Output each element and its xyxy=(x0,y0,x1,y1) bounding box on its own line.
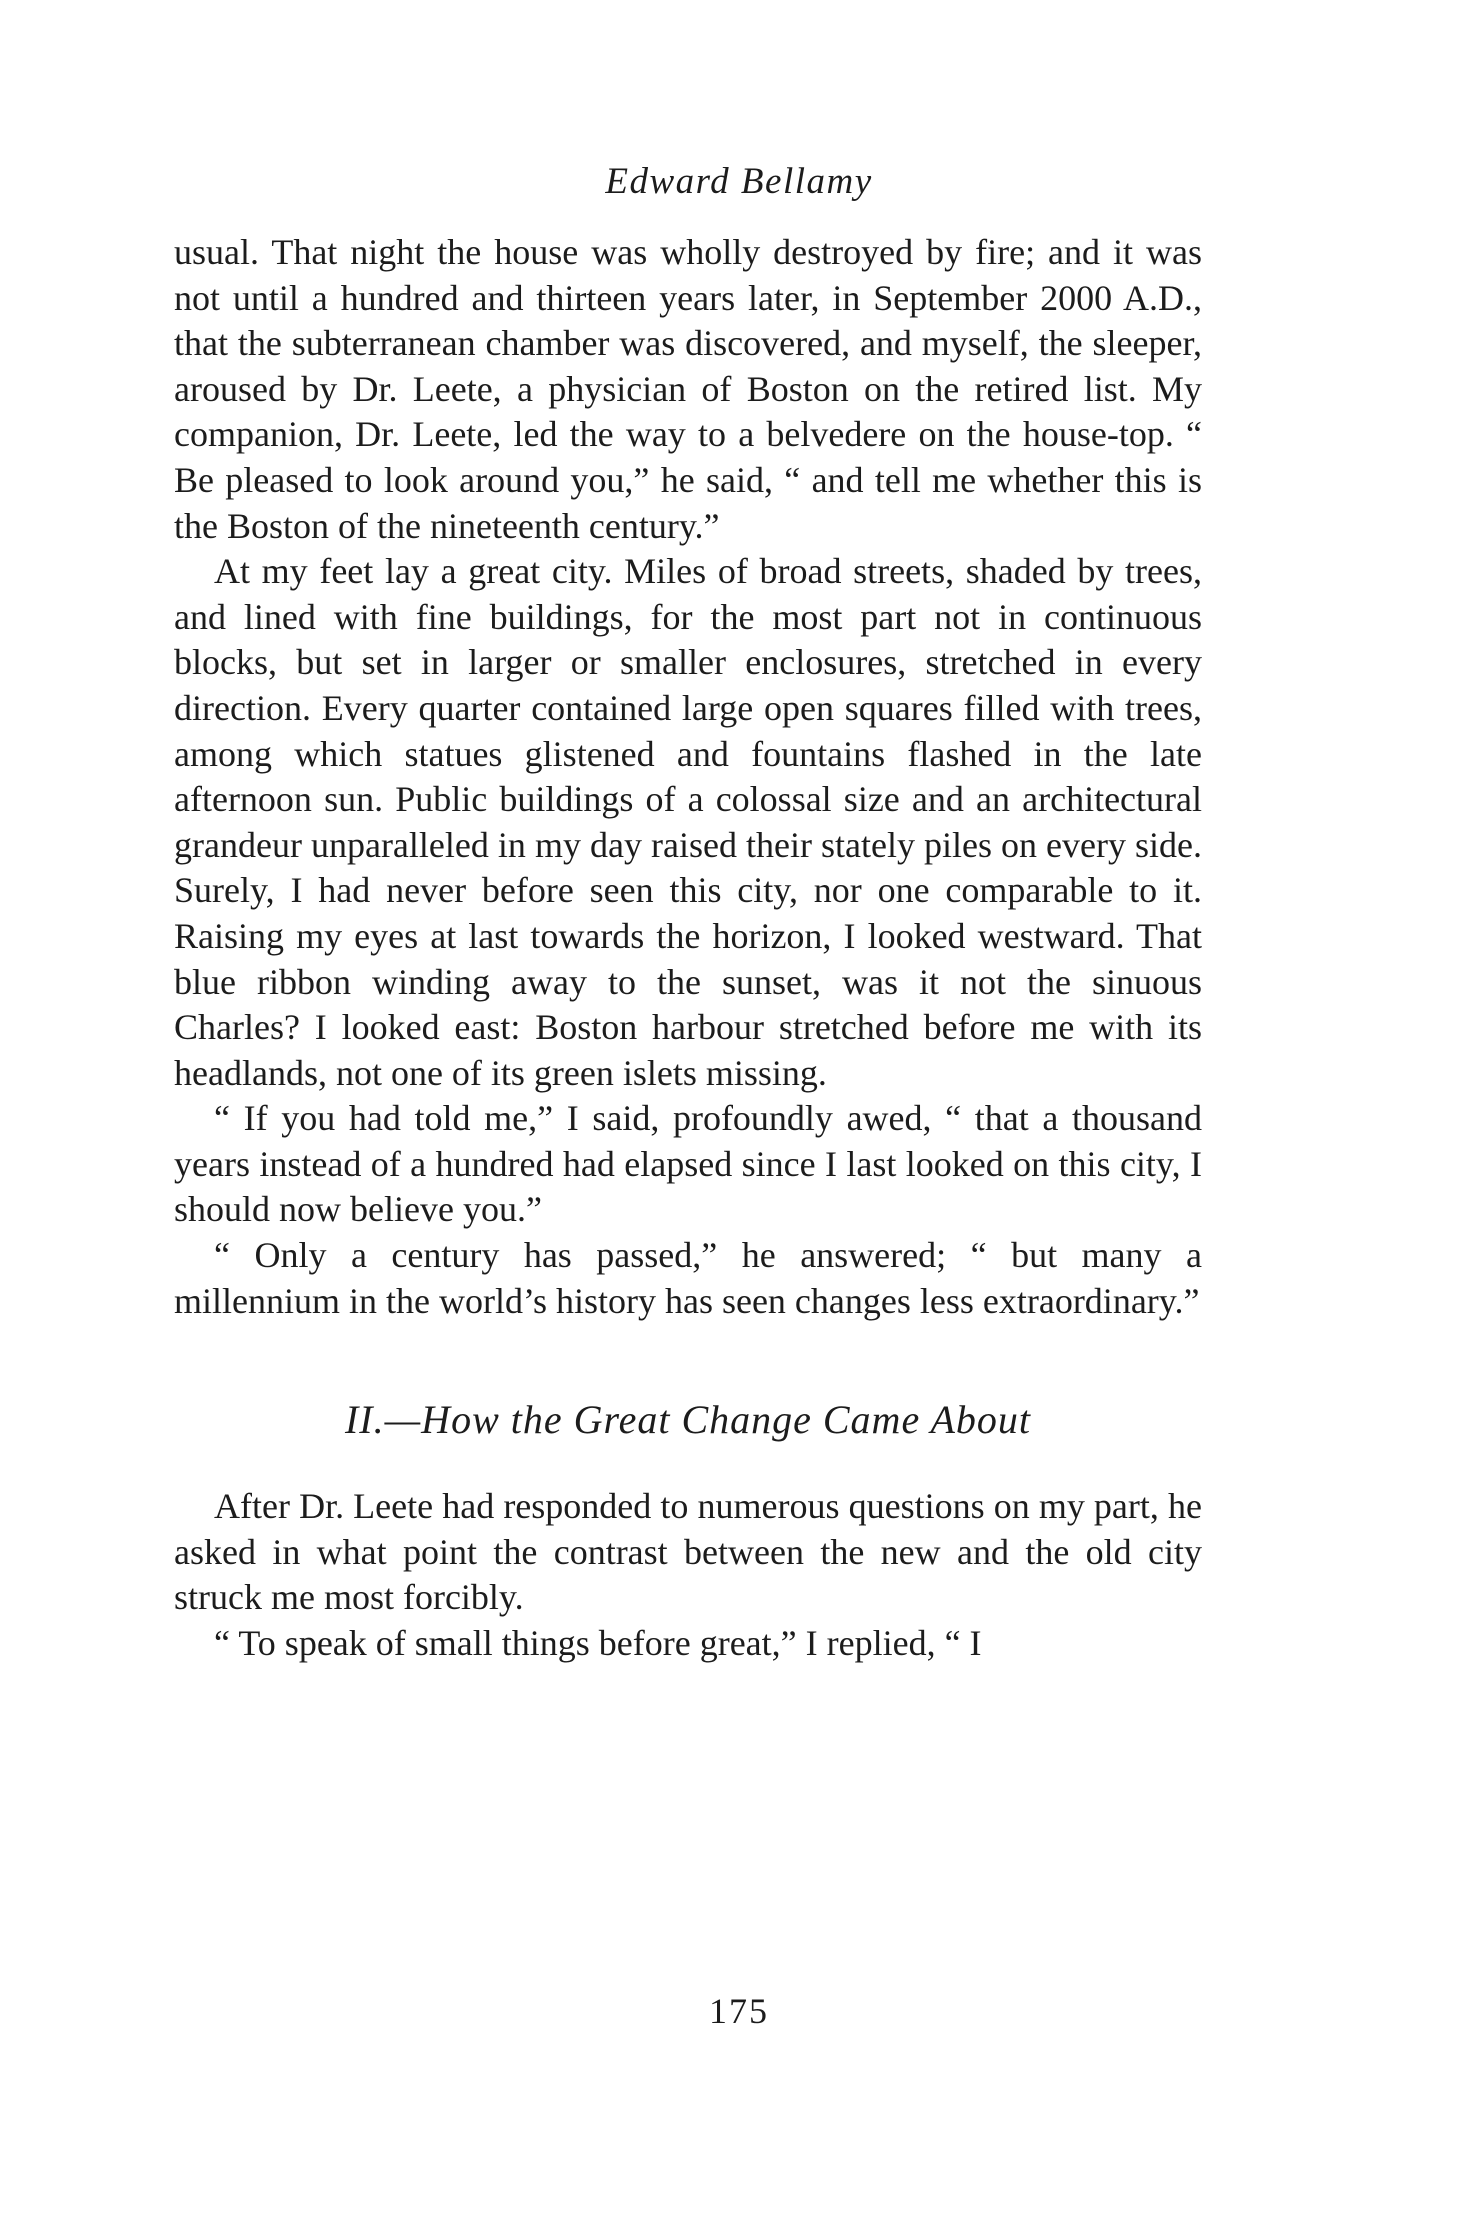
paragraph: “ If you had told me,” I said, profoundly awed, “ that a thousand years instead of a hundred had elapsed since I last looked on this city, I should now believe you.” xyxy=(174,1098,1202,1230)
page-number: 175 xyxy=(709,1991,769,2031)
paragraph: “ To speak of small things before great,” I replied, “ I xyxy=(214,1623,982,1664)
section-heading: II.—How the Great Change Came About xyxy=(344,1397,1032,1443)
paragraph: After Dr. Leete had responded to numerous questions on my part, he asked in what point the contrast between the new and the old city struck me most forcibly. xyxy=(174,1486,1202,1618)
paragraph-continued: usual. That night the house was wholly destroyed by fire; and it was not until a hundred and thirteen years later, in September 2000 A.D., that the subterranean chamber was discovered, and myself, the sleeper, aroused by Dr. Leete, a physician of Boston on the retired list. My companion, Dr. Leete, led the way to a belvedere on the house-top. “ Be pleased to look around you,” he said, “ and tell me whether this is the Boston of the nineteenth century.” xyxy=(174,232,1202,546)
paragraph: “ Only a century has passed,” he answered; “ but many a millennium in the world’s history has seen changes less extraordinary.” xyxy=(174,1235,1202,1321)
paragraph: At my feet lay a great city. Miles of broad streets, shaded by trees, and lined with fine buildings, for the most part not in continuous blocks, but set in larger or smaller enclosures, stretched in every direction. Every quarter contained large open squares filled with trees, among which statues glistened and fountains flashed in the late afternoon sun. Public buildings of a colossal size and an architectural grandeur unparalleled in my day raised their stately piles on every side. Surely, I had never before seen this city, nor one comparable to it. Raising my eyes at last towards the horizon, I looked westward. That blue ribbon winding away to the sunset, was it not the sinuous Charles? I looked east: Boston harbour stretched before me with its headlands, not one of its green islets missing. xyxy=(174,551,1202,1093)
running-head: Edward Bellamy xyxy=(605,161,873,202)
body-text xyxy=(174,230,1202,1667)
